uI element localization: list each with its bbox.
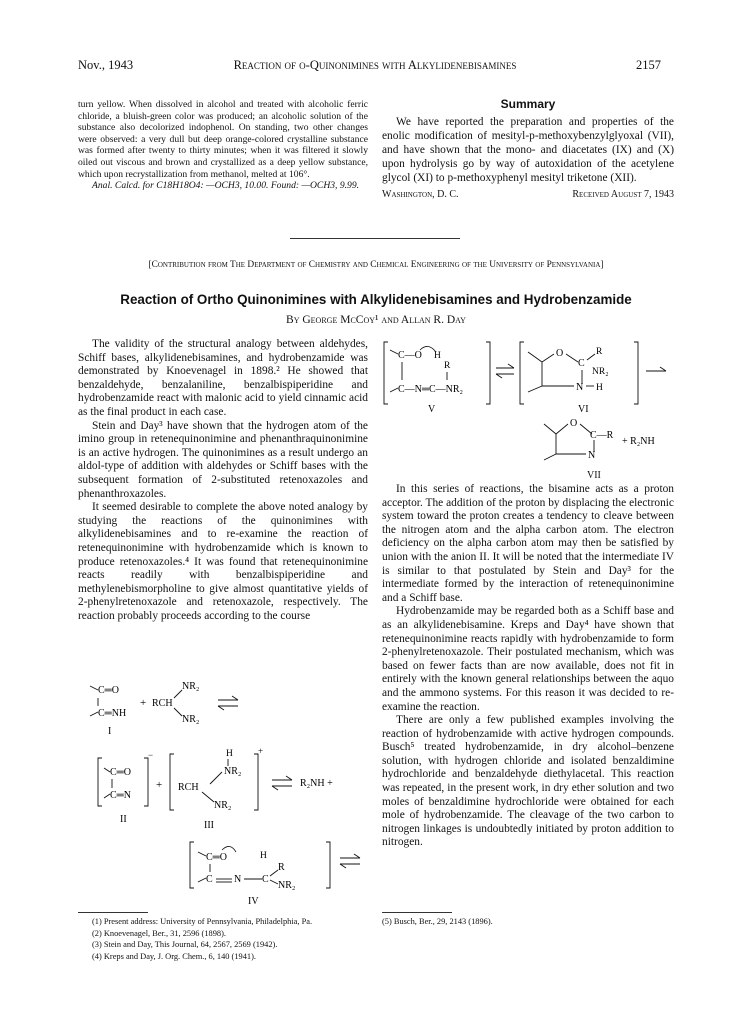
scheme4-co: C═O xyxy=(206,852,227,863)
footnote-4: (4) Kreps and Day, J. Org. Chem., 6, 140 (1941). xyxy=(92,951,256,961)
scheme5-h: H xyxy=(434,351,441,361)
scheme1-rch: RCH xyxy=(152,698,173,709)
scheme5-r: R xyxy=(444,361,451,371)
scheme4-c: C xyxy=(262,874,269,885)
scheme2-cn: C═N xyxy=(110,790,131,801)
right-paragraph-2: Hydrobenzamide may be regarded both as a Schiff base and as an alkylidenebisamine. Kreps and Day⁴ have shown that retenequinonimine reacts rapidly with hydrobenzamide to form 2-phenylretenoxazole. Their postulated mechanism, which was based on fewer facts than are now available, does not fit in entirely with the known general relationships between the aquo and the ammono systems. For this reason it was decided to re-examine the reaction. xyxy=(382,605,674,713)
scheme2-label-II: II xyxy=(120,814,127,825)
scheme7-plus-r2nh: + R₂NH xyxy=(622,436,655,447)
scheme6-h: H xyxy=(596,383,603,393)
scheme2-co: C═O xyxy=(110,767,131,778)
footnote-2: (2) Knoevenagel, Ber., 31, 2596 (1898). xyxy=(92,928,226,938)
summary-received: Received August 7, 1943 xyxy=(572,188,674,200)
scheme1-cnh: C═NH xyxy=(98,708,127,719)
footnote-rule xyxy=(78,912,148,913)
left-column xyxy=(78,338,368,623)
scheme2-label-III: III xyxy=(204,820,214,831)
scheme2-plus: + xyxy=(156,779,163,791)
scheme6-r: R xyxy=(596,347,603,357)
scheme6-c: C xyxy=(578,358,585,369)
scheme7-o: O xyxy=(570,418,578,429)
footnotes-left xyxy=(78,916,368,962)
summary-text: We have reported the preparation and properties of the enolic modification of mesityl-p-methoxybenzylglyoxal (VII), and have shown that the mono- and diacetates (IX) and (X) upon hydrolysis go by way of autoxidation of the acetylene glycol (XI) to p-methoxyphenyl mesityl triketone (XII). xyxy=(382,115,674,184)
left-paragraph-3: It seemed desirable to complete the above noted analogy by studying the reactions of the quinonimines with alkylidenebisamines and to re-examine the reaction of retenequinonimine with hydrobenzamide which is known to produce retenoxazoles.⁴ It was found that retenequinonimine reacts readily with benzalbispiperidine and methylenebismorpholine to give almost quantitative yields of 2-phenylretenoxazole and retenoxazole, respectively. The reaction probably proceeds according to the course xyxy=(78,501,368,622)
svg-text:−: − xyxy=(148,750,154,760)
left-paragraph-1: The validity of the structural analogy between aldehydes, Schiff bases, alkylidenebisamines, and hydrobenzamide was demonstrated by Knoevenagel in 1898.² He showed that benzaldehyde, benzalaniline, benzalbispiperidine and hydrobenzamide react with malonic acid to yield cinnamic acid as the final product in each case. xyxy=(78,338,368,418)
scheme6-o: O xyxy=(556,348,564,359)
scheme1-nr2-bottom: NR₂ xyxy=(182,714,200,725)
scheme3-rch: RCH xyxy=(178,782,199,793)
scheme4-h: H xyxy=(260,851,267,861)
right-column xyxy=(382,483,674,850)
contribution-line: [Contribution from The Department of Chemistry and Chemical Engineering of the University of Pennsylvania] xyxy=(148,260,604,270)
scheme6-nr2: NR₂ xyxy=(592,367,609,377)
scheme4-n: N xyxy=(234,874,242,885)
article-title: Reaction of Ortho Quinonimines with Alkylidenebisamines and Hydrobenzamide xyxy=(120,292,632,307)
scheme6-n: N xyxy=(576,382,584,393)
footnote-rule-right xyxy=(382,912,452,913)
right-paragraph-3: There are only a few published examples involving the reaction of hydrobenzamide with active hydrogen compounds. Busch⁵ treated hydrobenzamide, in dry alcohol–benzene solution, with hydrogen chloride and isolated benzaldimine hydrochloride and benzaldehyde diethylacetal. This reaction was repeated, in the present work, in dry ether solution and two moles of benzaldimine hydrochloride were obtained for each mole of hydrobenzamide. The cleavage of the two carbon to nitrogen linkages is undoubtedly initiated by proton addition to nitrogen. xyxy=(382,714,674,849)
experimental-paragraph: turn yellow. When dissolved in alcohol and treated with alcoholic ferric chloride, a bluish-green color was produced; an alcoholic solution of the substance also decolorized indophenol. On standing, two other changes were observed: a very dull but deep orange-colored crystalline substance was formed after twenty to thirty minutes; when it was filtered it slowly oiled out viscous and brown and crystallized as a deep yellow substance, which upon recrystallization from methanol, melted at 106°. xyxy=(78,99,368,180)
scheme-II-III xyxy=(78,744,368,836)
svg-text:+: + xyxy=(258,746,264,756)
scheme1-nr2-top: NR₂ xyxy=(182,681,200,692)
analysis-line: Anal. Calcd. for C18H18O4: —OCH3, 10.00. Found: —OCH3, 9.99. xyxy=(92,180,360,192)
scheme7-cr: C—R xyxy=(590,430,614,441)
scheme3-h: H xyxy=(226,749,233,759)
scheme-IV xyxy=(78,838,368,910)
scheme-I xyxy=(78,676,368,742)
header-date: Nov., 1943 xyxy=(78,58,134,72)
scheme6-label: VI xyxy=(578,404,589,415)
scheme4-nr2: NR₂ xyxy=(278,880,296,891)
right-paragraph-1: In this series of reactions, the bisamine acts as a proton acceptor. The addition of the proton by displacing the electronic system toward the proton creates a tendency to cleave between the nitrogen atom and the alpha carbon atom. The electron deficiency on the alpha carbon atom may then be satisfied by union with the anion II. It will be noted that the intermediate IV is similar to that postulated by Stein and Day³ for the intermediate formed by the interaction of retenequinonimine and a Schiff base. xyxy=(382,483,674,604)
scheme4-r: R xyxy=(278,862,285,873)
footnote-1: (1) Present address: University of Pennsylvania, Philadelphia, Pa. xyxy=(92,917,313,926)
scheme5-co: C—O xyxy=(398,350,422,361)
scheme4-label: IV xyxy=(248,896,259,907)
divider xyxy=(290,238,460,239)
scheme2-product: R₂NH + xyxy=(300,778,333,789)
experimental-text xyxy=(78,99,368,192)
footnote-5: (5) Busch, Ber., 29, 2143 (1896). xyxy=(382,917,493,926)
scheme7-label: VII xyxy=(587,470,601,481)
page-number: 2157 xyxy=(636,58,661,72)
summary-place: Washington, D. C. xyxy=(382,188,459,200)
scheme1-label: I xyxy=(108,726,112,737)
authors: By George McCoy¹ and Allan R. Day xyxy=(286,314,466,326)
running-title: Reaction of o-Quinonimines with Alkylidenebisamines xyxy=(233,58,517,72)
summary-heading: Summary xyxy=(500,97,556,111)
scheme1-plus: + xyxy=(140,697,147,709)
left-paragraph-2: Stein and Day³ have shown that the hydrogen atom of the imino group in retenequinonimine and phenanthraquinonimine is an active hydrogen. The quinonimines as a result undergo an aldol-type of addition with aldehydes or Schiff bases with the subsequent formation of 2-substituted retenoxazoles and phenanthroxazoles. xyxy=(78,419,368,500)
scheme1-co: C═O xyxy=(98,685,119,696)
scheme-V-VI-VII xyxy=(382,340,682,470)
scheme5-cn: C—N═C—NR₂ xyxy=(398,384,464,395)
svg-text:C: C xyxy=(206,874,213,885)
scheme3-nr2-bottom: NR₂ xyxy=(214,800,232,811)
scheme5-label: V xyxy=(428,404,436,415)
scheme7-n: N xyxy=(588,450,596,461)
footnote-3: (3) Stein and Day, This Journal, 64, 2567, 2569 (1942). xyxy=(92,940,278,950)
scheme3-nr2-top: NR₂ xyxy=(224,766,242,777)
summary-section xyxy=(382,98,674,201)
